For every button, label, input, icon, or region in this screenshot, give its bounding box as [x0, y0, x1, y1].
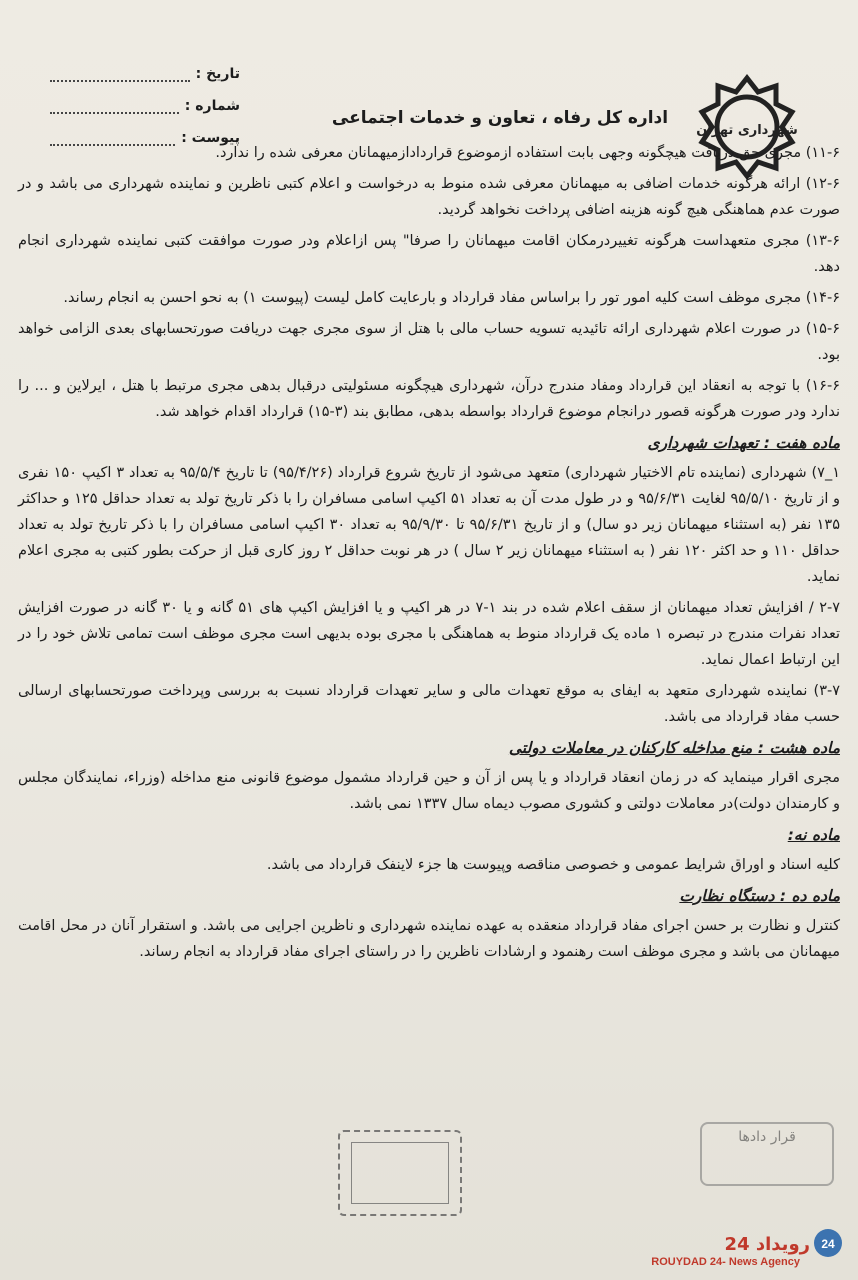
office-title: اداره کل رفاه ، تعاون و خدمات اجتماعی [331, 108, 669, 128]
section-8-heading: ماده هشت : منع مداخله کارکنان در معاملات دولتی [508, 739, 840, 757]
clause-7-2: ۲-۷ / افزایش تعداد میهمانان از سقف اعلام شده در بند ۱-۷ در هر اکیپ و یا افزایش اکیپ های ۵۱ گانه و یا ۳۰ گانه در صورت افزایش تعداد نفرات مندرج در تبصره ۱ ماده یک قرارداد منوط به هماهنگی با مجری بوده بدیهی است مجری موظف است تمامی تلاش خود را در این ارتباط اعمال نماید. [18, 600, 841, 668]
clause-7-1: ۱_۷) شهرداری (نماینده تام الاختیار شهرداری) متعهد می‌شود از تاریخ شروع قرارداد (۹۵/۴/۲۶) تا تاریخ ۹۵/۵/۴ به تعداد ۳ اکیپ ۱۵۰ نفری و از تاریخ ۹۵/۵/۱۰ لغایت ۹۵/۶/۳۱ و در طول مدت آن به تعداد ۵۱ اکیپ اسامی مسافران را با ذکر تاریخ تولد به تعداد حداقل ۱۲۵ و حداکثر ۱۳۵ نفر (به استثناء میهمانان زیر دو سال) و از تاریخ ۹۵/۶/۳۱ تا ۹۵/۹/۳۰ به تعداد ۳۰ اکیپ اسامی مسافران را با ذکر تاریخ تولد به تعداد حداقل ۱۱۰ و حد اکثر ۱۲۰ نفر ( به استثناء میهمانان زیر ۲ سال ) در هر نوبت حداقل ۲ روز کاری قبل از حرکت بطور کتبی به مجری اعلام نماید. [18, 465, 841, 585]
number-label: شماره : [184, 98, 240, 114]
watermark-logo [620, 1228, 850, 1258]
section-8-text: مجری اقرار مینماید که در زمان انعقاد قرارداد و یا پس از آن و حین قرارداد مشمول موضوع قانونی منع مداخله (وزراء، نمایندگان مجلس و کارمندان دولت)در معاملات دولتی و کشوری مصوب دیماه سال ۱۳۳۷ نمی باشد. [18, 770, 840, 812]
svg-text:24: 24 [821, 1237, 835, 1251]
section-10-heading: ماده ده : دستگاه نظارت [679, 887, 840, 905]
clause-6-13: ۱۳-۶) مجری متعهداست هرگونه تغییردرمکان اقامت میهمانان را صرفا" پس ازاعلام ودر صورت موافقت کتبی نماینده شهرداری انجام دهد. [18, 233, 840, 275]
attachment-label: پیوست : [181, 130, 240, 146]
clause-6-16: ۱۶-۶) با توجه به انعقاد این قرارداد ومفاد مندرج درآن، شهرداری هیچگونه مسئولیتی درقبال بدهی مجری مرتبط با هتل ، ایرلاین و ... را ندارد ودر صورت هرگونه قصور درانجام موضوع قرارداد بواسطه بدهی، مطابق بند (۳-۱۵) قرارداد اقدام خواهد شد. [18, 378, 840, 420]
section-9-heading: ماده نه: [787, 826, 840, 844]
section-7-heading: ماده هفت : تعهدات شهرداری [647, 434, 840, 452]
clause-6-11: ۱۱-۶) مجری حق دریافت هیچگونه وجهی بابت استفاده ازموضوع قراردادازمیهمانان معرفی شده را ندارد. [215, 145, 840, 161]
watermark-logo-text: رویداد 24 [724, 1234, 810, 1255]
contract-body [18, 140, 840, 970]
clause-7-3: ۳-۷) نماینده شهرداری متعهد به ایفای به موقع تعهدات مالی و سایر تعهدات قرارداد نسبت به بررسی وپرداخت صورتحسابهای ارسالی حسب مفاد قرارداد می باشد. [18, 683, 840, 725]
clause-6-14: ۱۴-۶) مجری موظف است کلیه امور تور را براساس مفاد قرارداد و بارعایت کامل لیست (پیوست ۱) به نحو احسن به انجام رساند. [63, 290, 840, 306]
clause-6-15: ۱۵-۶) در صورت اعلام شهرداری ارائه تائیدیه تسویه حساب مالی با هتل از سوی مجری جهت دریافت صورتحسابهای بعدی الزامی خواهد بود. [18, 321, 840, 363]
contracts-stamp [700, 1122, 834, 1186]
section-9-text: کلیه اسناد و اوراق شرایط عمومی و خصوصی مناقصه وپیوست ها جزء لاینفک قرارداد می باشد. [266, 857, 840, 873]
section-10-text: کنترل و نظارت بر حسن اجرای مفاد قرارداد منعقده به عهده نماینده شهرداری و ناظرین اجرایی می باشد. و استقرار آنان در محل اقامت میهمانان می باشد و مجری موظف است رهنمود و ارشادات ناظرین را در راستای اجرای مفاد قرارداد به انجام رساند. [18, 918, 840, 960]
news-agency-watermark [620, 1228, 850, 1274]
watermark-text: ROUYDAD 24- News Agency [651, 1256, 800, 1268]
logo-text: شهرداری تهران [696, 123, 798, 138]
company-stamp [338, 1130, 462, 1216]
date-field-line [50, 66, 190, 82]
clause-6-12: ۱۲-۶) ارائه هرگونه خدمات اضافی به میهمانان معرفی شده منوط به درخواست و اعلام کتبی ناظرین و نماینده شهرداری می باشد و در صورت عدم هماهنگی هیچ گونه هزینه اضافی پرداخت نخواهد گردید. [18, 176, 840, 218]
contracts-stamp-text: قرار دادها [738, 1129, 796, 1145]
number-field-line [50, 98, 179, 114]
date-label: تاریخ : [195, 66, 240, 82]
company-stamp-frame [351, 1142, 449, 1204]
